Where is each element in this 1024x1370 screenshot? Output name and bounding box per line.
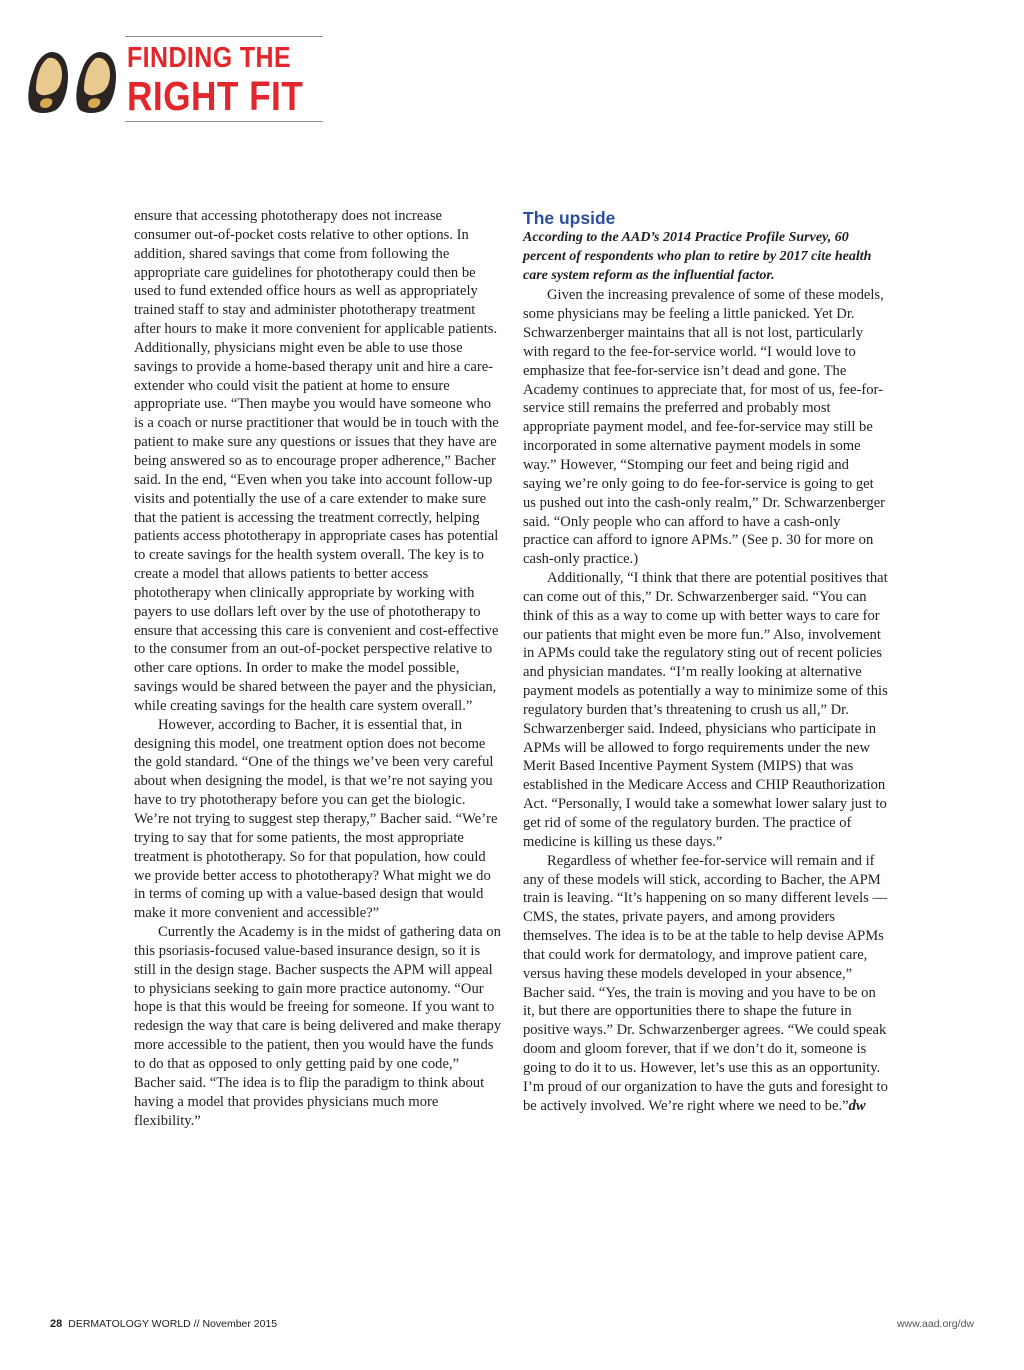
deck-text: According to the AAD’s 2014 Practice Profile Survey, 60 percent of respondents who plan to retire by 2017 cite health care system reform as the influential factor. <box>523 230 872 283</box>
signoff-mark: dw <box>848 1097 866 1114</box>
page-number: 28 <box>50 1318 63 1330</box>
publication-name: DERMATOLOGY WORLD // November 2015 <box>68 1318 278 1330</box>
section-title-line1: FINDING THE <box>127 42 292 74</box>
body-paragraph <box>523 852 890 1116</box>
body-paragraph: Given the increasing prevalence of some of these models, some physicians may be feeling a little panicked. Yet Dr. Schwarzenberger maintains that all is not lost, particularly with regard to the fee-for-service world. “I would love to emphasize that fee-for-service isn’t dead and gone. The Academy continues to appreciate that, for most of us, fee-for-service still remains the preferred and probably most appropriate payment model, and fee-for-service may still be incorporated in some alternative payment models in some way.” However, “Stomping our feet and being rigid and saying we’re only going to do fee-for-service is going to get us pushed out into the cash-only realm,” Dr. Schwarzenberger said. “Only people who can afford to have a cash-only practice can afford to ignore APMs.” (See p. 30 for more on cash-only practice.) <box>523 287 886 568</box>
shoes-icon <box>22 44 122 116</box>
body-paragraph: Additionally, “I think that there are potential positives that can come out of this,” Dr. Schwarzenberger said. “You can think of this as a way to come up with better ways to care for our patients that might even be more fun.” Also, involvement in APMs could take the regulatory sting out of recent policies and physician mandates. “I’m really looking at alternative payment models as potentially a way to minimize some of this regulatory burden that’s threatening to crush us all,” Dr. Schwarzenberger said. Indeed, physicians who participate in APMs will be allowed to forgo requirements under the new Merit Based Incentive Payment System (MIPS) that was established in the Medicare Access and CHIP Reauthorization Act. “Personally, I would take a somewhat lower salary just to get rid of some of the regulatory burden. The practice of medicine is killing us these days.” <box>523 570 888 850</box>
subheading: The upside <box>523 208 616 228</box>
section-header <box>22 36 332 124</box>
left-column <box>134 207 502 1130</box>
footer-folio <box>50 1318 277 1330</box>
body-paragraph: However, according to Bacher, it is essential that, in designing this model, one treatment option does not become the gold standard. “One of the things we’ve been very careful about when designing the model, is that we’re not saying you have to try phototherapy before you can get the biologic. We’re not trying to suggest step therapy,” Bacher said. “We’re trying to say that for some patients, the most appropriate treatment is phototherapy. So for that population, how could we provide better access to phototherapy? What might we do in terms of coming up with a value-based design that would make it more convenient and accessible?” <box>134 716 498 922</box>
body-paragraph-text: Regardless of whether fee-for-service will remain and if any of these models will stick, according to Bacher, the APM train is leaving. “It’s happening on so many different levels — CMS, the states, private payers, and among providers themselves. The idea is to be at the table to help devise APMs that could work for dermatology, and improve patient care, versus having these models developed in your absence,” Bacher said. “Yes, the train is moving and you have to be on it, but there are opportunities there to shape the future in positive ways.” Dr. Schwarzenberger agrees. “We could speak doom and gloom forever, that if we don’t do it, someone is going to do it to us. However, let’s use this as an opportunity. I’m proud of our organization to have the guts and foresight to be actively involved. We’re right where we need to be.” <box>523 852 888 1114</box>
footer-url[interactable]: www.aad.org/dw <box>896 1318 974 1330</box>
section-title <box>125 36 323 122</box>
section-title-line2: RIGHT FIT <box>127 73 304 119</box>
body-paragraph: ensure that accessing phototherapy does not increase consumer out-of-pocket costs relative to other options. In addition, shared savings that come from following the appropriate care guidelines for phototherapy could then be used to fund extended office hours as well as appropriately trained staff to stay and administer phototherapy treatment after hours to make it more convenient for applicable patients. Additionally, physicians might even be able to use those savings to provide a home-based therapy unit and hire a care-extender who could visit the patient at home to ensure appropriate use. “Then maybe you would have someone who is a coach or nurse practitioner that would be in touch with the patient to make sure any questions or issues that they have are being answered so as to encourage proper adherence,” Bacher said. In the end, “Even when you take into account follow-up visits and potentially the use of a care extender to make sure that the patient is accessing the treatment correctly, helping patients access phototherapy in appropriate cases has potential to create savings for the health system overall. The key is to create a model that allows patients to better access phototherapy when clinically appropriate by working with payers to use dollars left over by the use of phototherapy to ensure that accessing this care is convenient and cost-effective to the consumer from an out-of-pocket perspective relative to other care options. In order to make the model possible, savings would be shared between the payer and the physician, while creating savings for the health care system overall.” <box>134 208 499 714</box>
body-paragraph: Currently the Academy is in the midst of gathering data on this psoriasis-focused value-based insurance design, so it is still in the design stage. Bacher suspects the APM will appeal to physicians seeking to gain more practice autonomy. “Our hope is that this would be freeing for someone. If you want to redesign the way that care is being delivered and make therapy more accessible to the patient, then you would have the funds to do that as opposed to only getting paid by one code,” Bacher said. “The idea is to flip the paradigm to think about having a model that provides physicians much more flexibility.” <box>134 924 502 1129</box>
right-column <box>523 208 890 1116</box>
